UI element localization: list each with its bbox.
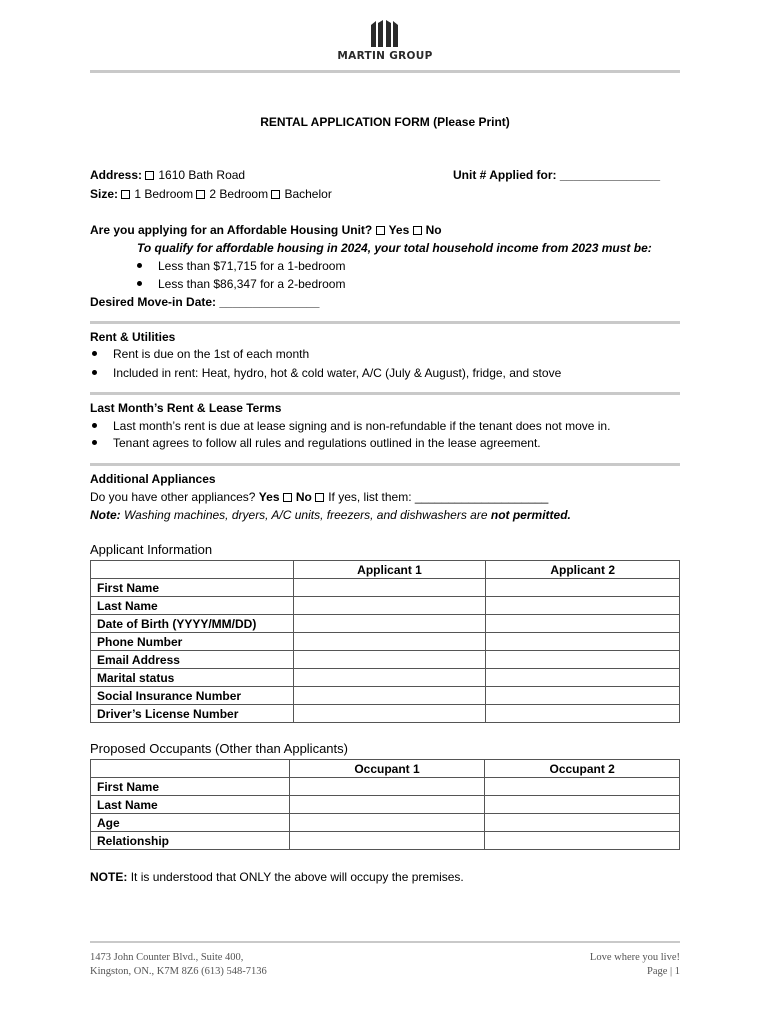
bullet-icon: [92, 370, 97, 375]
row-label: Last Name: [91, 796, 290, 814]
income-limit-item: [137, 275, 345, 293]
occupancy-note: [90, 868, 464, 886]
applicant-2-cell[interactable]: [486, 633, 680, 651]
table-row: [91, 651, 680, 669]
row-label: Social Insurance Number: [91, 687, 294, 705]
income-limit-text: Less than $86,347 for a 2-bedroom: [158, 277, 346, 291]
applicant-1-cell[interactable]: [293, 669, 486, 687]
row-label: Last Name: [91, 597, 294, 615]
martin-group-logo-icon: [367, 20, 403, 48]
row-label: Email Address: [91, 651, 294, 669]
applicant-1-cell[interactable]: [293, 615, 486, 633]
lease-terms-item: [92, 417, 610, 435]
table-corner-cell: [91, 561, 294, 579]
section-divider: [90, 463, 680, 466]
table-row: [91, 633, 680, 651]
applicant-1-cell[interactable]: [293, 597, 486, 615]
row-label: Relationship: [91, 832, 290, 850]
row-label: Driver’s License Number: [91, 705, 294, 723]
appliances-note-label: Note:: [90, 508, 121, 522]
applicant-1-cell[interactable]: [293, 651, 486, 669]
size-option-3: Bachelor: [284, 187, 332, 201]
affordable-yes-label: Yes: [388, 223, 410, 237]
size-label: Size:: [90, 187, 119, 201]
address-label: Address:: [90, 168, 143, 182]
move-in-date-field[interactable]: Desired Move-in Date: _______________: [90, 295, 320, 309]
appliances-question-row: [90, 488, 548, 506]
table-row: [91, 597, 680, 615]
table-row: [91, 705, 680, 723]
column-header: Occupant 1: [289, 760, 485, 778]
footer-divider: [90, 941, 680, 943]
column-header: Applicant 2: [486, 561, 680, 579]
table-row: [91, 579, 680, 597]
affordable-question: Are you applying for an Affordable Housing Unit?: [90, 223, 373, 237]
form-title: RENTAL APPLICATION FORM (Please Print): [260, 115, 510, 129]
affordable-no-checkbox[interactable]: [413, 226, 422, 235]
bullet-icon: [137, 263, 142, 268]
applicant-2-cell[interactable]: [486, 597, 680, 615]
appliances-note-emphasis: not permitted.: [490, 508, 571, 522]
appliances-list-field[interactable]: If yes, list them: ____________________: [328, 490, 549, 504]
affordable-no-label: No: [425, 223, 442, 237]
occupant-2-cell[interactable]: [485, 778, 680, 796]
row-label: First Name: [91, 778, 290, 796]
applicant-1-cell[interactable]: [293, 687, 486, 705]
size-2-bedroom-checkbox[interactable]: [196, 190, 205, 199]
row-label: First Name: [91, 579, 294, 597]
occupancy-note-label: NOTE:: [90, 870, 128, 884]
size-row: [90, 185, 332, 203]
lease-terms-text: Last month’s rent is due at lease signing and is non-refundable if the tenant does not move in.: [113, 419, 611, 433]
occupancy-note-text: It is understood that ONLY the above will occupy the premises.: [130, 870, 464, 884]
applicant-2-cell[interactable]: [486, 669, 680, 687]
table-header-row: [91, 561, 680, 579]
lease-terms-item: [92, 434, 541, 452]
affordable-qualify-note: To qualify for affordable housing in 2024, your total household income from 2023 must be:: [137, 241, 652, 255]
lease-terms-text: Tenant agrees to follow all rules and regulations outlined in the lease agreement.: [113, 436, 541, 450]
header-divider: [90, 70, 680, 73]
table-row: [91, 778, 680, 796]
size-bachelor-checkbox[interactable]: [271, 190, 280, 199]
appliances-yes-label: Yes: [258, 490, 280, 504]
rent-utilities-heading: Rent & Utilities: [90, 330, 176, 344]
column-header: Occupant 2: [485, 760, 680, 778]
row-label: Marital status: [91, 669, 294, 687]
applicant-2-cell[interactable]: [486, 579, 680, 597]
applicant-2-cell[interactable]: [486, 687, 680, 705]
appliances-heading: Additional Appliances: [90, 472, 216, 486]
rent-utilities-text: Rent is due on the 1st of each month: [113, 347, 310, 361]
address-checkbox[interactable]: [145, 171, 154, 180]
address-row: [90, 166, 245, 184]
occupant-2-cell[interactable]: [485, 796, 680, 814]
occupant-2-cell[interactable]: [485, 832, 680, 850]
row-label: Date of Birth (YYYY/MM/DD): [91, 615, 294, 633]
size-option-1: 1 Bedroom: [134, 187, 194, 201]
appliances-note-text: Washing machines, dryers, A/C units, freezers, and dishwashers are: [124, 508, 488, 522]
rent-utilities-item: [92, 364, 561, 382]
company-logo: [330, 20, 440, 62]
applicant-info-table: [90, 560, 680, 723]
affordable-yes-checkbox[interactable]: [376, 226, 385, 235]
bullet-icon: [137, 281, 142, 286]
bullet-icon: [92, 351, 97, 356]
footer-address-line: Kingston, ON., K7M 8Z6 (613) 548-7136: [90, 966, 267, 977]
section-divider: [90, 321, 680, 324]
applicant-1-cell[interactable]: [293, 633, 486, 651]
table-row: [91, 687, 680, 705]
appliances-no-checkbox[interactable]: [315, 493, 324, 502]
address-value: 1610 Bath Road: [158, 168, 246, 182]
table-corner-cell: [91, 760, 290, 778]
occupant-2-cell[interactable]: [485, 814, 680, 832]
affordable-housing-row: [90, 221, 442, 239]
occupant-1-cell[interactable]: [289, 796, 485, 814]
applicant-1-cell[interactable]: [293, 705, 486, 723]
unit-applied-field[interactable]: Unit # Applied for: _______________: [453, 168, 660, 182]
size-1-bedroom-checkbox[interactable]: [121, 190, 130, 199]
appliances-no-label: No: [295, 490, 312, 504]
footer-address-line: 1473 John Counter Blvd., Suite 400,: [90, 952, 244, 963]
income-limit-item: [137, 257, 345, 275]
table-row: [91, 814, 680, 832]
table-header-row: [91, 760, 680, 778]
lease-terms-heading: Last Month’s Rent & Lease Terms: [90, 401, 282, 415]
footer-right: [590, 951, 680, 979]
column-header: Applicant 1: [293, 561, 486, 579]
appliances-question: Do you have other appliances?: [90, 490, 256, 504]
size-option-2: 2 Bedroom: [209, 187, 269, 201]
applicant-info-heading: Applicant Information: [90, 542, 213, 557]
occupant-1-cell[interactable]: [289, 832, 485, 850]
applicant-1-cell[interactable]: [293, 579, 486, 597]
footer-address: [90, 951, 267, 979]
page-number: Page | 1: [646, 966, 680, 977]
occupant-1-cell[interactable]: [289, 814, 485, 832]
applicant-2-cell[interactable]: [486, 705, 680, 723]
bullet-icon: [92, 423, 97, 428]
income-limit-text: Less than $71,715 for a 1-bedroom: [158, 259, 346, 273]
table-row: [91, 615, 680, 633]
occupant-1-cell[interactable]: [289, 778, 485, 796]
table-row: [91, 669, 680, 687]
occupants-table: [90, 759, 680, 850]
company-name: MARTIN GROUP: [337, 50, 433, 62]
appliances-note: [90, 506, 571, 524]
footer-tagline: Love where you live!: [589, 952, 680, 963]
appliances-yes-checkbox[interactable]: [283, 493, 292, 502]
rent-utilities-item: [92, 345, 309, 363]
rent-utilities-text: Included in rent: Heat, hydro, hot & cold water, A/C (July & August), fridge, and stove: [113, 366, 562, 380]
row-label: Age: [91, 814, 290, 832]
section-divider: [90, 392, 680, 395]
row-label: Phone Number: [91, 633, 294, 651]
table-row: [91, 832, 680, 850]
applicant-2-cell[interactable]: [486, 615, 680, 633]
applicant-2-cell[interactable]: [486, 651, 680, 669]
table-row: [91, 796, 680, 814]
occupants-heading: Proposed Occupants (Other than Applicants): [90, 741, 348, 756]
bullet-icon: [92, 440, 97, 445]
